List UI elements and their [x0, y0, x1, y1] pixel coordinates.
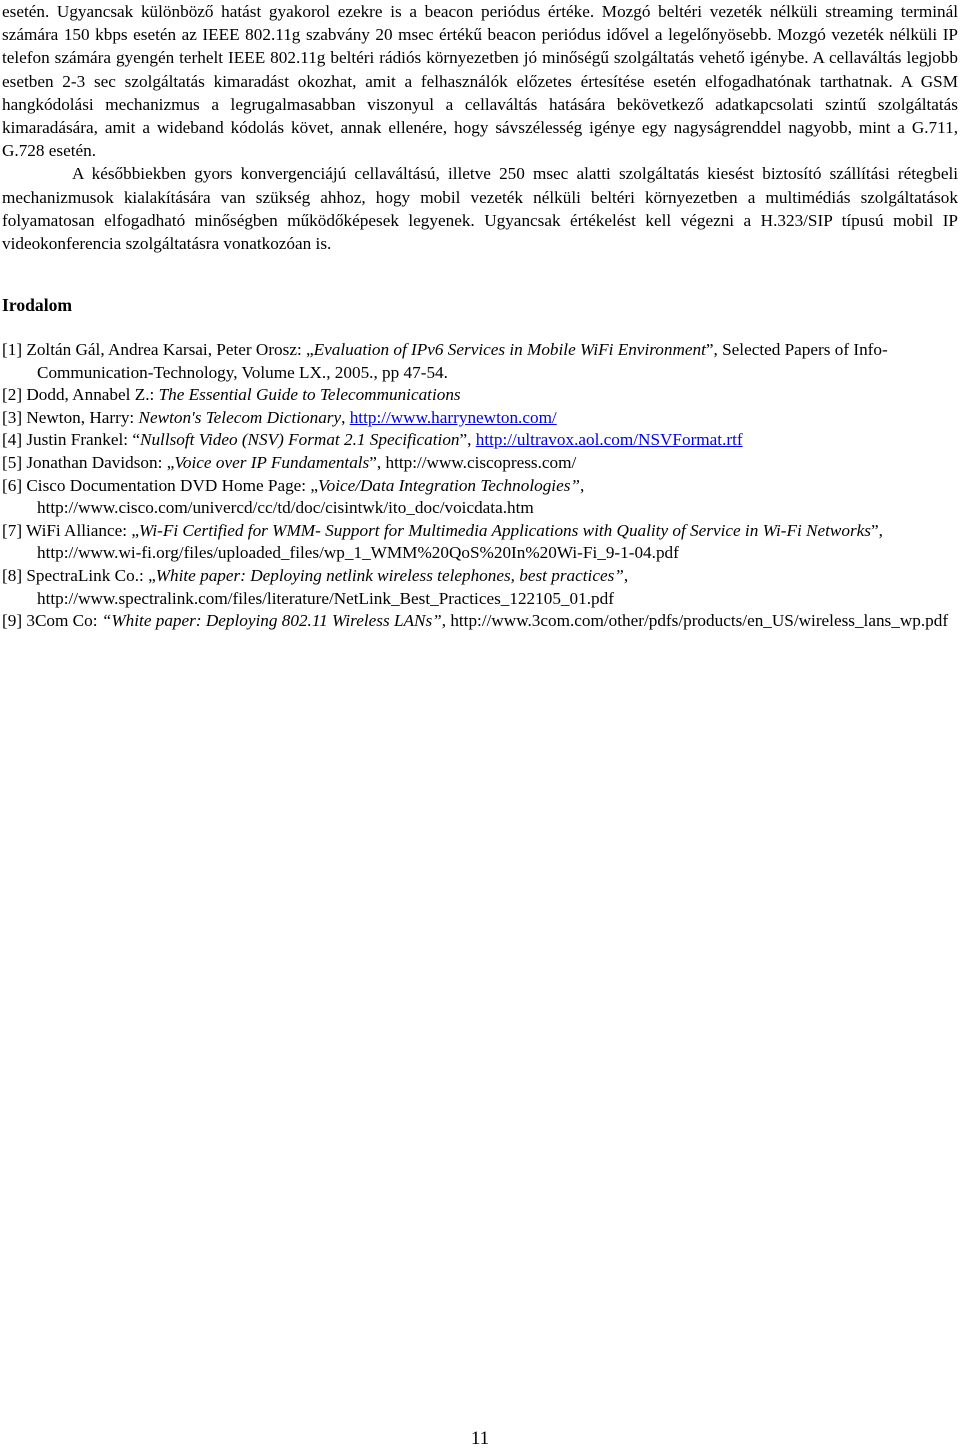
reference-authors: SpectraLink Co.: — [26, 565, 144, 585]
reference-link[interactable]: http://www.harrynewton.com/ — [349, 407, 557, 427]
reference-authors: Zoltán Gál, Andrea Karsai, Peter Orosz: — [26, 340, 302, 359]
reference-number: [8] — [2, 565, 23, 585]
reference-title: Voice over IP Fundamentals — [174, 452, 370, 472]
reference-item-1: [1] Zoltán Gál, Andrea Karsai, Peter Orosz: „Evaluation of IPv6 Services in Mobile WiFi Environment”, Selected Papers of Info-Communication-Technology, Volume LX., 2005., pp 47-54. — [2, 340, 888, 382]
reference-item-2 — [2, 384, 958, 407]
reference-title: Newton's Telecom Dictionary — [138, 407, 342, 427]
reference-details: , http://www.wi-fi.org/files/uploaded_files/wp_1_WMM%20QoS%20In%20Wi-Fi_9-1-04.pdf — [37, 520, 883, 563]
reference-title: White paper: Deploying 802.11 Wireless LANs — [111, 611, 433, 631]
reference-item-8: [8] SpectraLink Co.: „White paper: Deploying netlink wireless telephones, best practices”, http://www.spectralink.com/files/literature/NetLink_Best_Practices_122105_01.pdf — [2, 565, 629, 608]
reference-title: The Essential Guide to Telecommunications — [158, 385, 461, 405]
reference-details: , http://www.3com.com/other/pdfs/products/en_US/wireless_lans_wp.pdf — [441, 611, 949, 631]
reference-link[interactable]: http://ultravox.aol.com/NSVFormat.rtf — [475, 430, 743, 450]
reference-details: , http://www.ciscopress.com/ — [376, 452, 577, 472]
reference-number: [3] — [2, 407, 23, 427]
reference-details: , http://www.spectralink.com/files/literature/NetLink_Best_Practices_122105_01.pdf — [37, 565, 629, 608]
reference-list — [2, 339, 958, 633]
reference-title: Nullsoft Video (NSV) Format 2.1 Specification — [139, 430, 460, 450]
reference-title: White paper: Deploying netlink wireless telephones, best practices — [155, 565, 615, 585]
reference-item-7: [7] WiFi Alliance: „Wi-Fi Certified for WMM- Support for Multimedia Applications with Quality of Service in Wi-Fi Networks”, http://www.wi-fi.org/files/uploaded_files/wp_1_WMM%20QoS%20In%20Wi-Fi_9-1-04.pdf — [2, 520, 883, 563]
reference-authors: Jonathan Davidson: — [26, 452, 163, 472]
reference-number: [6] — [2, 475, 23, 495]
reference-item-3: [3] Newton, Harry: Newton's Telecom Dictionary, http://www.harrynewton.com/ — [2, 407, 557, 427]
section-heading-references: Irodalom — [2, 295, 73, 315]
reference-title: Voice/Data Integration Technologies — [318, 475, 571, 495]
reference-number: [9] — [2, 611, 23, 631]
reference-number: [5] — [2, 452, 23, 472]
paragraph-continued: esetén. Ugyancsak különböző hatást gyakorol ezekre is a beacon periódus értéke. Mozgó beltéri vezeték nélküli streaming terminál számára 150 kbps esetén az IEEE 802.11g szabvány 20 msec értékű beacon periódus idővel a legelőnyösebb. Mozgó vezeték nélküli IP telefon számára gyengén terhelt IEEE 802.11g beltéri rádiós környezetben jó minőségű szolgáltatás vehető igénybe. A cellaváltás legjobb esetben 2-3 sec szolgáltatás kimaradást okozhat, amit a felhasználók előzetes értesítése esetén elfogadhatónak tarthatnak. A GSM hangkódolási mechanizmus a legrugalmasabban viszonyul a cellaváltás hatására bekövetkező adatkapcsolati szintű szolgáltatás kimaradására, amit a wideband kódolás követ, annak ellenére, hogy sávszélesség igénye egy nagyságrenddel nagyobb, mint a G.711, G.728 esetén. — [2, 2, 958, 161]
page-number: 11 — [470, 1428, 490, 1449]
reference-number: [2] — [2, 385, 23, 405]
reference-item-6: [6] Cisco Documentation DVD Home Page: „Voice/Data Integration Technologies”, http://www.cisco.com/univercd/cc/td/doc/cisintwk/ito_doc/voicdata.htm — [2, 475, 585, 518]
body-text — [2, 0, 958, 255]
reference-number: [4] — [2, 430, 23, 450]
reference-authors: WiFi Alliance: — [26, 520, 128, 540]
reference-item-5: [5] Jonathan Davidson: „Voice over IP Fundamentals”, http://www.ciscopress.com/ — [2, 452, 577, 472]
paragraph-conclusion: A későbbiekben gyors konvergenciájú cellaváltású, illetve 250 msec alatti szolgáltatás kiesést biztosító szállítási rétegbeli mechanizmusok kialakítására van szükség ahhoz, hogy mobil vezeték nélküli beltéri környezetben a multimédiás szolgáltatások folyamatosan elfogadható minőségben működőképesek legyenek. Ugyancsak értékelést kell végezni a H.323/SIP típusú mobil IP videokonferencia szolgáltatásra vonatkozóan is. — [2, 164, 958, 254]
reference-item-9: [9] 3Com Co: “White paper: Deploying 802.11 Wireless LANs”, http://www.3com.com/other/pdfs/products/en_US/wireless_lans_wp.pdf — [2, 611, 949, 631]
reference-item-4: [4] Justin Frankel: “Nullsoft Video (NSV) Format 2.1 Specification”, http://ultravox.aol.com/NSVFormat.rtf — [2, 430, 743, 450]
reference-title: Evaluation of IPv6 Services in Mobile WiFi Environment — [313, 340, 706, 359]
reference-details: , http://www.cisco.com/univercd/cc/td/doc/cisintwk/ito_doc/voicdata.htm — [37, 475, 585, 518]
reference-details: , Selected Papers of Info-Communication-Technology, Volume LX., 2005., pp 47-54. — [37, 340, 888, 382]
reference-authors: Dodd, Annabel Z.: — [26, 385, 155, 405]
reference-authors: Cisco Documentation DVD Home Page: — [26, 475, 307, 495]
reference-authors: Justin Frankel: — [26, 430, 129, 450]
reference-number: [1] — [2, 340, 23, 359]
reference-authors: 3Com Co: — [26, 611, 98, 631]
reference-title: Wi-Fi Certified for WMM- Support for Multimedia Applications with Quality of Service in Wi-Fi Networks — [138, 520, 871, 540]
reference-number: [7] — [2, 520, 23, 540]
reference-authors: Newton, Harry: — [26, 407, 135, 427]
